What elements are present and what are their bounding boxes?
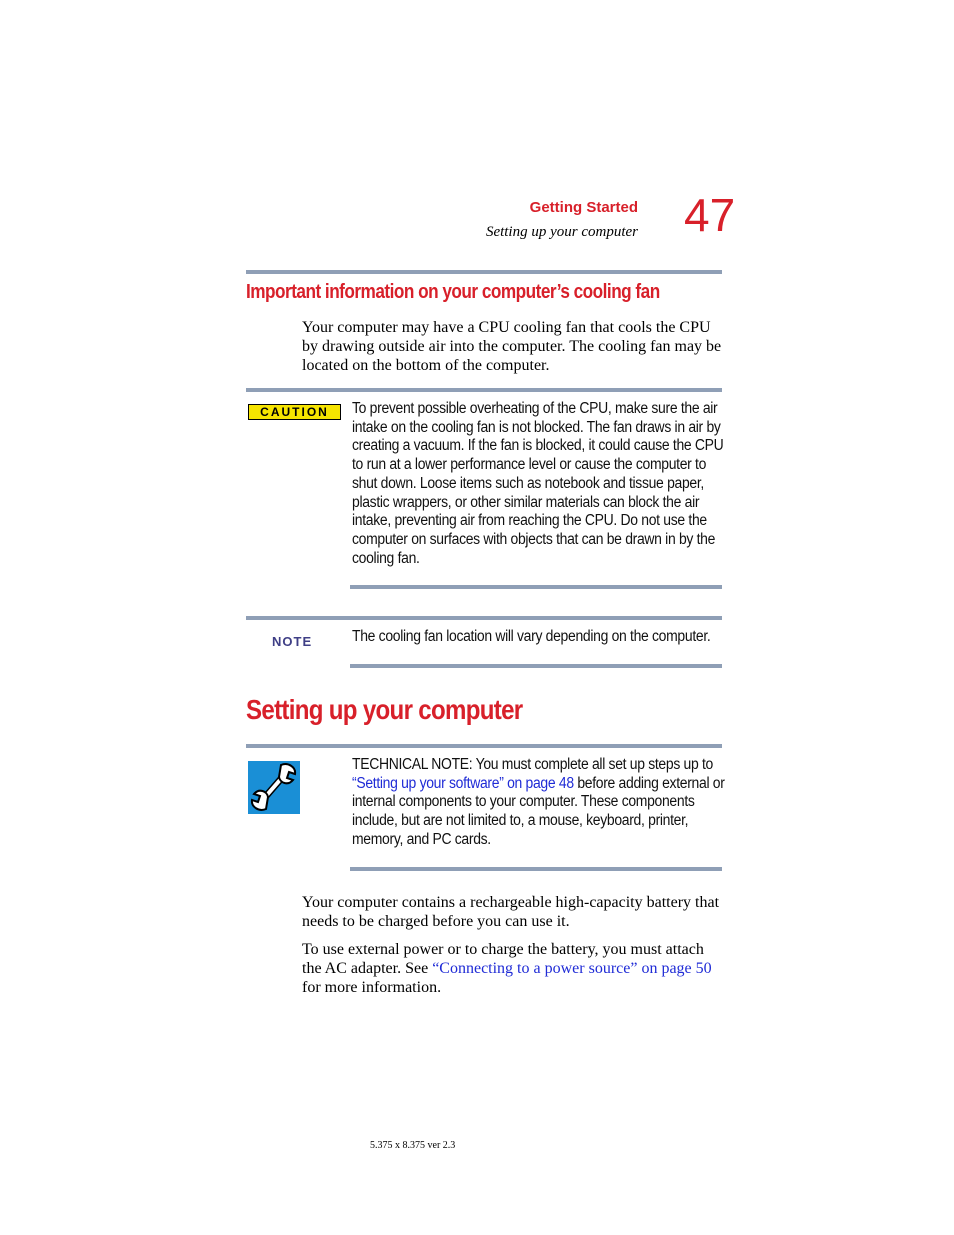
note-badge: NOTE bbox=[272, 634, 313, 649]
caution-badge: CAUTION bbox=[248, 404, 341, 420]
page-number: 47 bbox=[684, 189, 736, 241]
running-header-subsection: Setting up your computer bbox=[485, 224, 638, 240]
ac-adapter-paragraph bbox=[302, 940, 727, 997]
technical-note-bottom-rule bbox=[350, 867, 722, 871]
note-top-rule bbox=[246, 616, 722, 620]
section-heading-cooling-fan: Important information on your computer’s cooling fan bbox=[246, 281, 660, 303]
note-text: The cooling fan location will vary depending on the computer. bbox=[352, 628, 711, 645]
caution-top-rule bbox=[246, 388, 722, 392]
cooling-fan-paragraph: Your computer may have a CPU cooling fan that cools the CPU by drawing outside air into the computer. The cooling fan may be located on the bottom of the computer. bbox=[302, 319, 722, 374]
running-header-section: Getting Started bbox=[529, 199, 638, 216]
ac-adapter-intro: To use external power or to charge the battery, you must attach the AC adapter. See bbox=[302, 941, 704, 977]
technical-note-intro: TECHNICAL NOTE: You must complete all set up steps up to bbox=[352, 756, 713, 773]
link-setting-up-software[interactable]: “Setting up your software” on page 48 bbox=[352, 774, 574, 792]
caution-text: To prevent possible overheating of the CPU, make sure the air intake on the cooling fan is not blocked. The fan draws in air by creating a vacuum. If the fan is blocked, it could cause the CPU to run at a lower performance level or cause the computer to shut down. Loose items such as notebook and tissue paper, plastic wrappers, or other similar materials can block the air intake, preventing air from reaching the CPU. Do not use the computer on surfaces with objects that can be drawn in by the cooling fan. bbox=[352, 400, 724, 567]
page-footer: 5.375 x 8.375 ver 2.3 bbox=[370, 1140, 456, 1151]
link-connecting-power-source[interactable]: “Connecting to a power source” on page 50 bbox=[432, 960, 712, 977]
technical-note-top-rule bbox=[246, 744, 722, 748]
caution-bottom-rule bbox=[350, 585, 722, 589]
wrench-icon bbox=[248, 761, 300, 814]
section-rule bbox=[246, 270, 722, 274]
battery-paragraph: Your computer contains a rechargeable high-capacity battery that needs to be charged before you can use it. bbox=[302, 894, 720, 930]
ac-adapter-rest: for more information. bbox=[302, 979, 442, 996]
note-bottom-rule bbox=[350, 664, 722, 668]
section-heading-setting-up: Setting up your computer bbox=[246, 694, 523, 725]
technical-note-rest: before adding external or internal components to your computer. These components include, but are not limited to, a mouse, keyboard, printer, memory, and PC cards. bbox=[352, 774, 725, 848]
technical-note-text bbox=[352, 756, 726, 850]
